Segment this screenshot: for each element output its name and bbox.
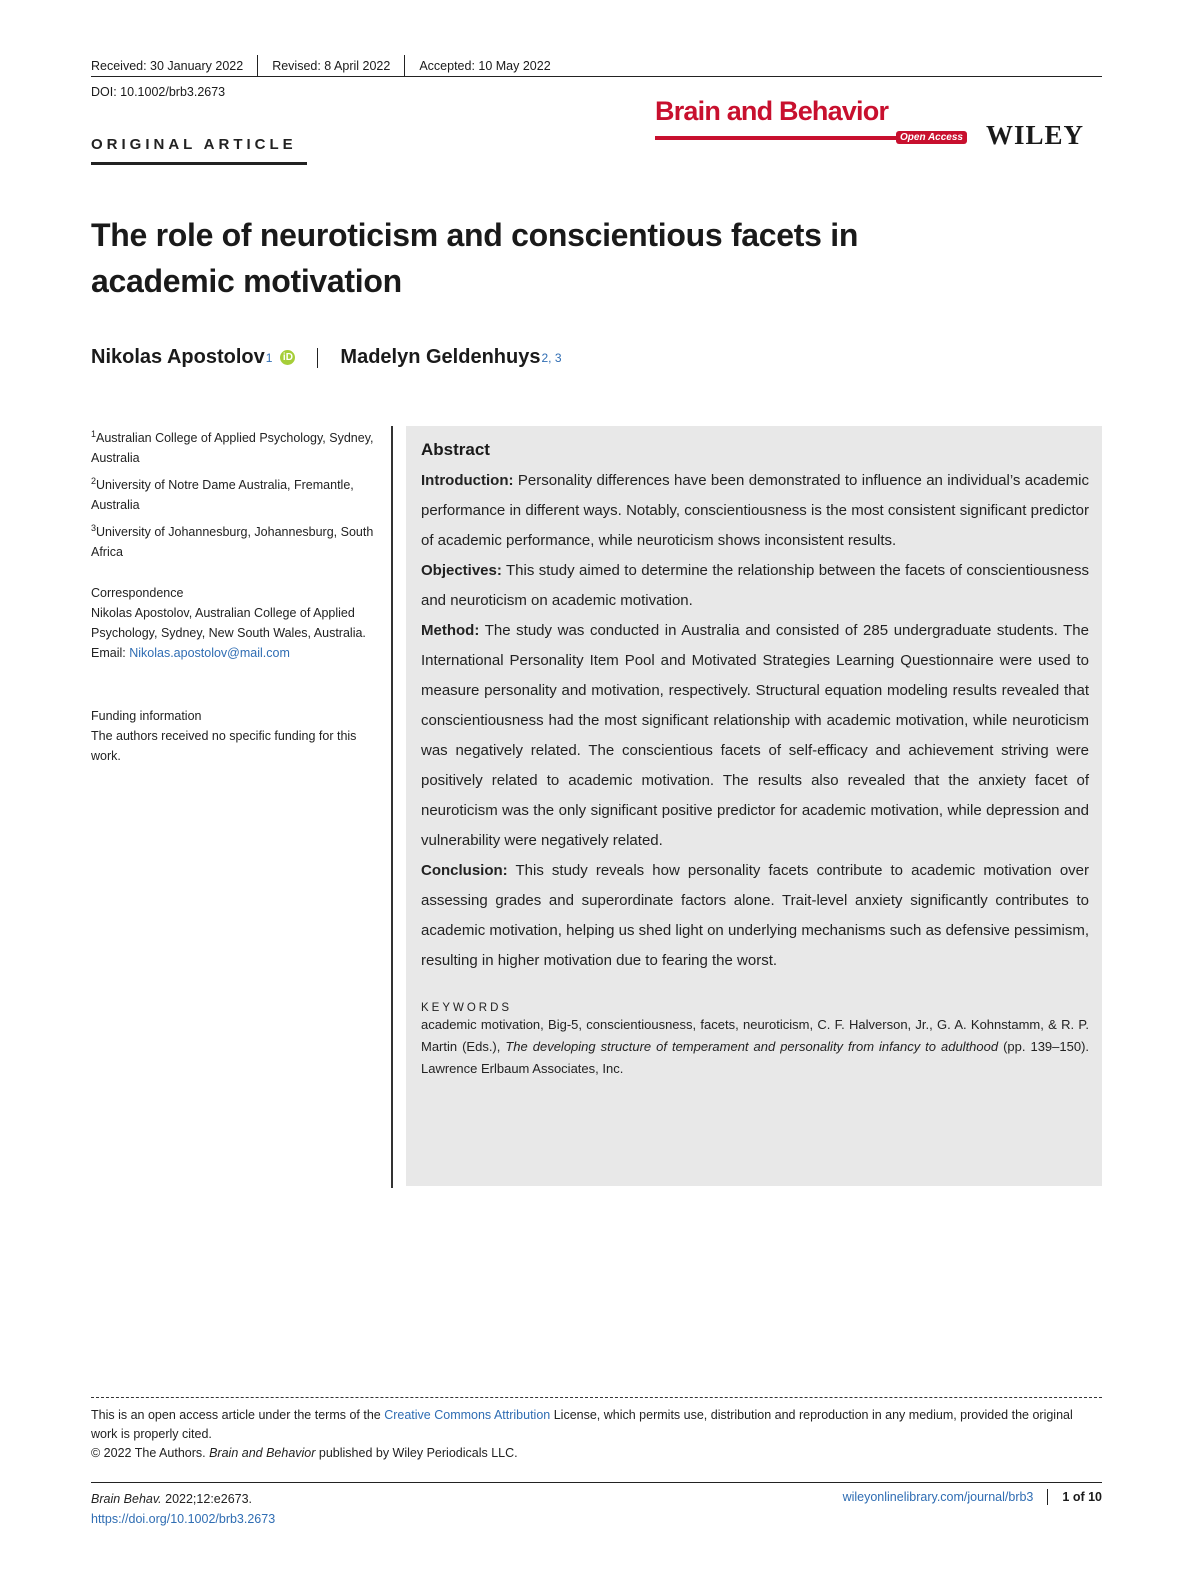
- journal-logo-rule: [655, 136, 900, 140]
- footer-citation: [91, 1489, 275, 1529]
- section-label: Introduction:: [421, 472, 514, 489]
- affiliation-text: University of Johannesburg, Johannesburg, South Africa: [91, 525, 374, 560]
- cc-license-link[interactable]: Creative Commons Attribution: [384, 1408, 551, 1422]
- funding-text: The authors received no specific funding for this work.: [91, 729, 357, 763]
- correspondence: [91, 583, 381, 663]
- header-rule: [91, 76, 1102, 77]
- affiliation-text: Australian College of Applied Psychology, Sydney, Australia: [91, 431, 374, 466]
- affiliation-number: 3: [91, 523, 97, 533]
- citation-details: 2022;12:e2673.: [161, 1492, 253, 1506]
- section-label: Conclusion:: [421, 862, 508, 879]
- license-separator: [91, 1397, 1102, 1398]
- affiliation: [91, 471, 381, 515]
- email-label: Email:: [91, 646, 130, 660]
- author-affiliation-sup[interactable]: 1: [265, 350, 273, 365]
- revised-date: Revised: 8 April 2022: [272, 59, 391, 73]
- journal-site-link[interactable]: wileyonlinelibrary.com/journal/brb3: [842, 1490, 1034, 1504]
- abstract-conclusion: [421, 856, 1089, 976]
- abstract-objectives: [421, 556, 1089, 616]
- abstract-introduction: [421, 466, 1089, 556]
- section-text: Personality differences have been demonstrated to influence an individual’s academic performance in different ways. Notably, conscientiousness is the most consistent significant predictor of academic performance, while neuroticism shows inconsistent results.: [421, 472, 1089, 549]
- keywords-part: (pp. 139–150). Lawrence Erlbaum Associates, Inc.: [421, 1039, 1090, 1076]
- section-label: Objectives:: [421, 562, 502, 579]
- divider: [1047, 1489, 1048, 1505]
- abstract-heading: Abstract: [421, 440, 490, 459]
- correspondence-text: Nikolas Apostolov, Australian College of Applied Psychology, Sydney, New South Wales, Australia.: [91, 606, 366, 640]
- copyright-text: published by Wiley Periodicals LLC.: [315, 1446, 518, 1460]
- divider: [317, 348, 318, 368]
- article-type: ORIGINAL ARTICLE: [91, 136, 297, 153]
- journal-logo: Brain and Behavior: [655, 96, 889, 126]
- section-text: The study was conducted in Australia and consisted of 285 undergraduate students. The International Personality Item Pool and Motivated Strategies Learning Questionnaire were used to measure personality and motivation, respectively. Structural equation modeling results revealed that conscientiousness had the most significant relationship with academic motivation, while neuroticism was negatively related. The conscientious facets of self-efficacy and achievement striving were positively related to academic motivation. The results also revealed that the anxiety facet of neuroticism was the only significant positive predictor for academic motivation, while depression and vulnerability were negatively related.: [421, 622, 1089, 849]
- article-title: The role of neuroticism and conscientious facets in academic motivation: [91, 217, 859, 299]
- section-label: Method:: [421, 622, 480, 639]
- keywords-heading: KEYWORDS: [421, 1002, 513, 1014]
- orcid-icon[interactable]: iD: [280, 350, 295, 365]
- copyright-text: © 2022 The Authors.: [91, 1446, 210, 1460]
- email-link[interactable]: Nikolas.apostolov@mail.com: [129, 646, 290, 660]
- author-name[interactable]: Madelyn Geldenhuys: [340, 346, 541, 368]
- article-type-underline: [91, 162, 307, 165]
- section-text: This study reveals how personality facets contribute to academic motivation over assessing grades and superordinate factors alone. Trait-level anxiety significantly contributes to academic motivation, helping us shed light on underlying mechanisms such as defensive pessimism, resulting in higher motivation due to fearing the worst.: [421, 862, 1089, 969]
- citation-journal: Brain Behav.: [91, 1492, 162, 1506]
- doi-link[interactable]: https://doi.org/10.1002/brb3.2673: [91, 1512, 276, 1526]
- copyright-journal: Brain and Behavior: [209, 1446, 316, 1460]
- affiliation-number: 2: [91, 476, 97, 486]
- footer-right: [843, 1489, 1102, 1505]
- author-affiliation-sup[interactable]: 2, 3: [541, 350, 562, 365]
- divider: [404, 55, 405, 77]
- open-access-badge: Open Access: [896, 131, 967, 144]
- funding-info: [91, 706, 381, 766]
- footer-rule: [91, 1482, 1102, 1483]
- author-name[interactable]: Nikolas Apostolov: [91, 346, 265, 368]
- abstract-left-rule: [391, 426, 393, 1188]
- article-dates: [91, 55, 551, 77]
- section-text: This study aimed to determine the relationship between the facets of conscientiousness and neuroticism on academic motivation.: [421, 562, 1089, 609]
- page-number: 1 of 10: [1062, 1490, 1102, 1504]
- correspondence-heading: Correspondence: [91, 586, 184, 600]
- funding-heading: Funding information: [91, 709, 202, 723]
- license-notice: [91, 1406, 1102, 1463]
- license-text: License, which permits use, distribution and reproduction in any medium, provided the original work is properly cited.: [91, 1408, 1073, 1441]
- license-text: This is an open access article under the terms of the: [91, 1408, 385, 1422]
- affiliation-number: 1: [91, 429, 97, 439]
- keywords-italic: The developing structure of temperament and personality from infancy to adulthood: [505, 1039, 999, 1054]
- keywords-part: academic motivation, Big-5, conscientiousness, facets, neuroticism, C. F. Halverson, Jr., G. A. Kohnstamm, & R. P. Martin (Eds.),: [421, 1017, 1089, 1054]
- author-list: [91, 346, 562, 369]
- divider: [257, 55, 258, 77]
- accepted-date: Accepted: 10 May 2022: [419, 59, 551, 73]
- affiliation: [91, 424, 381, 468]
- doi: DOI: 10.1002/brb3.2673: [91, 85, 226, 99]
- affiliation-text: University of Notre Dame Australia, Fremantle, Australia: [91, 478, 354, 513]
- received-date: Received: 30 January 2022: [91, 59, 244, 73]
- affiliation: [91, 518, 381, 562]
- keywords-text: [421, 1014, 1089, 1080]
- abstract: [421, 440, 1089, 1080]
- publisher-logo: WILEY: [986, 120, 1085, 150]
- abstract-method: [421, 616, 1089, 856]
